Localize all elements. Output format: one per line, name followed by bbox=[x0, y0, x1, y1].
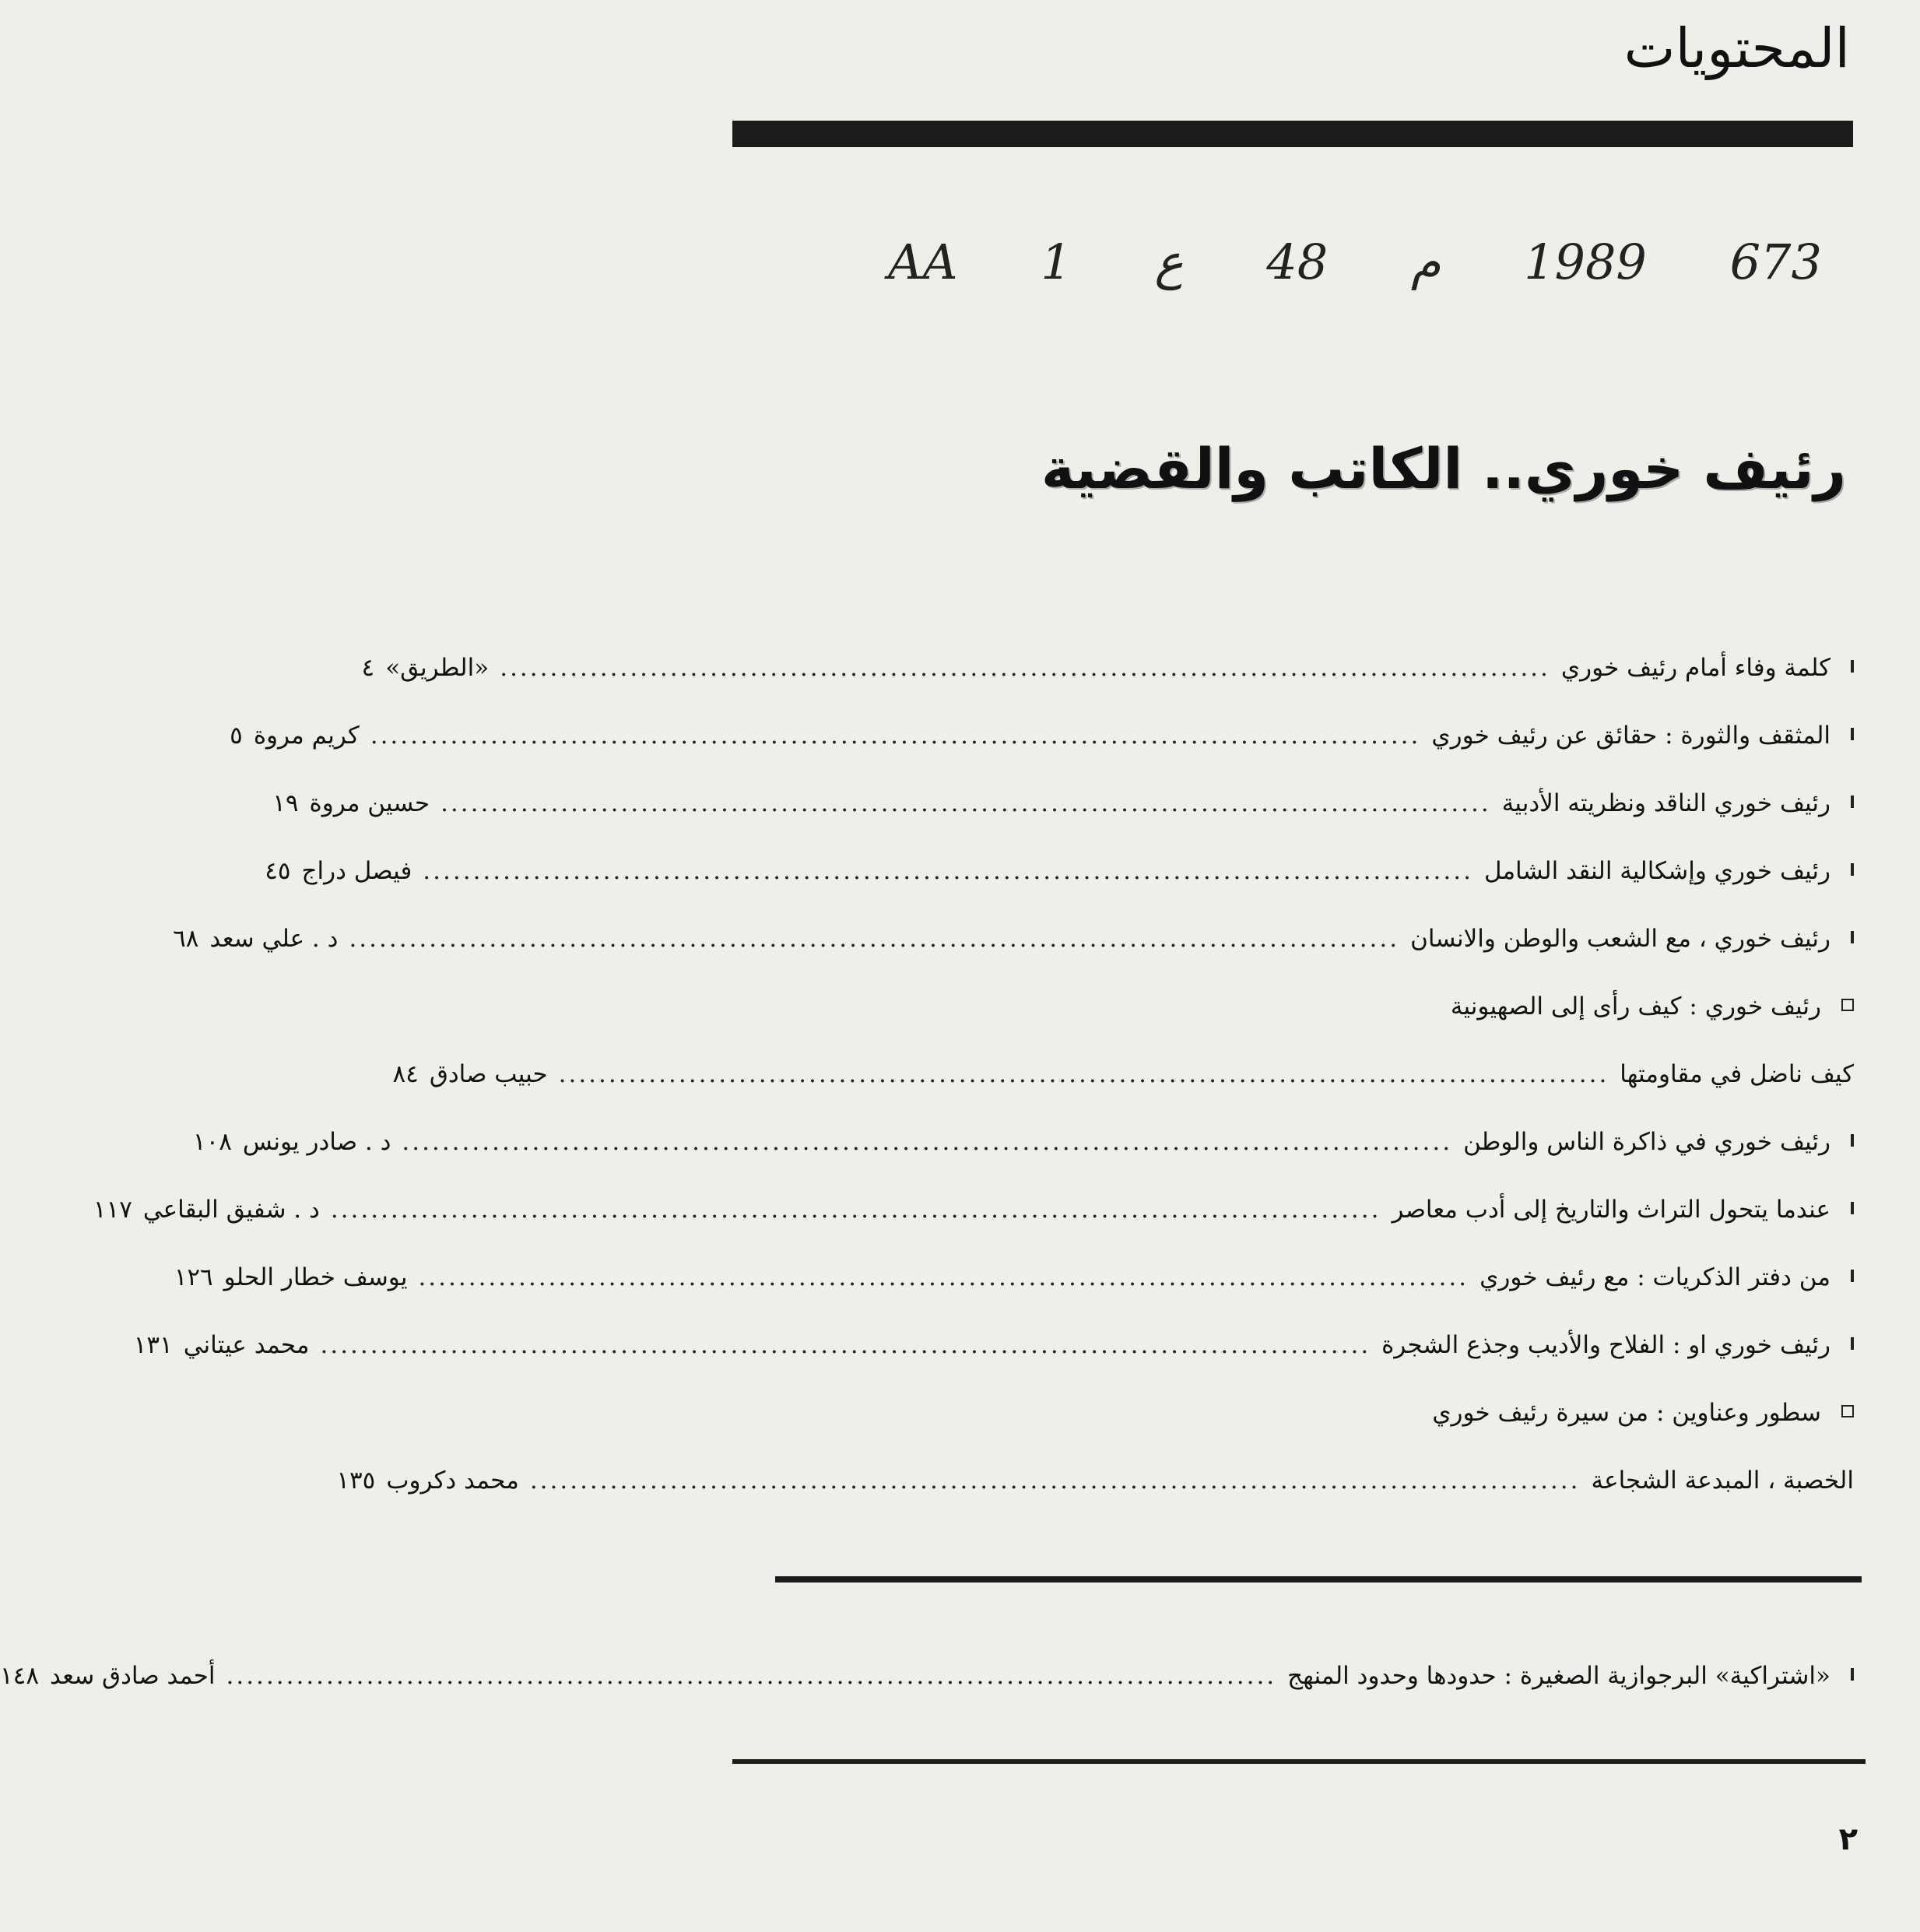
page-number: ٢ bbox=[1838, 1821, 1858, 1857]
toc-entry[interactable] bbox=[336, 1447, 1854, 1515]
toc-entry[interactable] bbox=[361, 634, 1854, 702]
handwritten-volume: 48 bbox=[1266, 234, 1329, 290]
footer-divider bbox=[732, 1759, 1866, 1764]
handwritten-issue-number: 1 bbox=[1041, 234, 1072, 290]
toc-entry[interactable] bbox=[780, 973, 1854, 1041]
square-bullet-icon bbox=[1841, 999, 1854, 1011]
entry-title: «اشتراكية» البرجوازية الصغيرة : حدودها وحدود المنهج bbox=[1287, 1662, 1830, 1690]
entry-author: حسين مروة bbox=[309, 789, 430, 817]
square-bullet-icon bbox=[1851, 931, 1854, 943]
leader-dots: ......................................................................................................... bbox=[349, 925, 1400, 953]
toc-entry[interactable] bbox=[93, 1176, 1854, 1244]
entry-title: رئيف خوري الناقد ونظريته الأدبية bbox=[1501, 789, 1830, 817]
toc-entry[interactable] bbox=[192, 1108, 1854, 1176]
leader-dots: ......................................................................................................... bbox=[500, 654, 1550, 682]
leader-dots: ......................................................................................................... bbox=[558, 1060, 1609, 1088]
leader-dots: ......................................................................................................... bbox=[330, 1196, 1381, 1224]
entry-page: ٤٥ bbox=[265, 857, 291, 885]
entry-page: ٥ bbox=[230, 722, 243, 750]
entry-title: رئيف خوري : كيف رأى إلى الصهيونية bbox=[1450, 992, 1821, 1020]
entry-title: كلمة وفاء أمام رئيف خوري bbox=[1560, 654, 1830, 682]
entry-author: محمد عيتاني bbox=[183, 1331, 310, 1359]
entry-author: أحمد صادق سعد bbox=[49, 1662, 216, 1690]
entry-author: كريم مروة bbox=[253, 722, 360, 750]
entry-author: فيصل دراج bbox=[301, 857, 412, 885]
entry-author: محمد دكروب bbox=[386, 1467, 519, 1495]
leader-dots: ......................................................................................................... bbox=[529, 1467, 1581, 1495]
entry-page: ٤ bbox=[361, 654, 375, 682]
entry-author: «الطريق» bbox=[385, 654, 490, 682]
page-title: المحتويات bbox=[1623, 16, 1850, 80]
entry-title: المثقف والثورة : حقائق عن رئيف خوري bbox=[1431, 722, 1830, 750]
leader-dots: ......................................................................................................... bbox=[423, 857, 1473, 885]
leader-dots: ......................................................................................................... bbox=[370, 722, 1421, 750]
entry-title: عندما يتحول التراث والتاريخ إلى أدب معاصر bbox=[1392, 1196, 1830, 1224]
entry-title: سطور وعناوين : من سيرة رئيف خوري bbox=[1432, 1399, 1821, 1427]
leader-dots: ......................................................................................................... bbox=[402, 1128, 1453, 1156]
leader-dots: ......................................................................................................... bbox=[226, 1662, 1277, 1690]
entry-title: رئيف خوري وإشكالية النقد الشامل bbox=[1483, 857, 1830, 885]
entry-title: رئيف خوري ، مع الشعب والوطن والانسان bbox=[1410, 925, 1830, 953]
entry-page: ٦٨ bbox=[173, 925, 199, 953]
square-bullet-icon bbox=[1841, 1405, 1854, 1417]
square-bullet-icon bbox=[1851, 1202, 1854, 1214]
entry-title: من دفتر الذكريات : مع رئيف خوري bbox=[1479, 1263, 1830, 1291]
toc-entry[interactable] bbox=[265, 838, 1854, 905]
toc-entry[interactable] bbox=[272, 770, 1854, 838]
toc-entry[interactable] bbox=[392, 1041, 1854, 1108]
entry-author: يوسف خطار الحلو bbox=[223, 1263, 408, 1291]
entry-page: ١٣١ bbox=[133, 1331, 173, 1359]
entry-author: د . شفيق البقاعي bbox=[142, 1196, 320, 1224]
entry-page: ١٢٦ bbox=[174, 1263, 213, 1291]
entry-page: ١٣٥ bbox=[336, 1467, 376, 1495]
square-bullet-icon bbox=[1851, 1668, 1854, 1681]
square-bullet-icon bbox=[1851, 1270, 1854, 1282]
handwritten-catalog-note bbox=[888, 234, 1822, 290]
entry-page: ١٤٨ bbox=[0, 1662, 39, 1690]
entry-author: د . صادر يونس bbox=[242, 1128, 391, 1156]
section-divider bbox=[775, 1576, 1862, 1582]
leader-dots: ......................................................................................................... bbox=[418, 1263, 1469, 1291]
entry-page: ٨٤ bbox=[392, 1060, 419, 1088]
entry-title: كيف ناضل في مقاومتها bbox=[1620, 1060, 1854, 1088]
toc-entry[interactable] bbox=[173, 905, 1854, 973]
toc-entry[interactable] bbox=[174, 1244, 1854, 1312]
square-bullet-icon bbox=[1851, 796, 1854, 808]
handwritten-mark: م bbox=[1410, 234, 1441, 290]
entry-title: رئيف خوري في ذاكرة الناس والوطن bbox=[1463, 1128, 1830, 1156]
entry-title: رئيف خوري او : الفلاح والأديب وجذع الشجرة bbox=[1381, 1331, 1830, 1359]
toc-entry[interactable] bbox=[230, 702, 1854, 770]
square-bullet-icon bbox=[1851, 863, 1854, 876]
square-bullet-icon bbox=[1851, 1337, 1854, 1350]
entry-page: ١٩ bbox=[272, 789, 299, 817]
leader-dots: ......................................................................................................... bbox=[441, 789, 1491, 817]
entry-page: ١٠٨ bbox=[192, 1128, 232, 1156]
handwritten-issue-letter: ع bbox=[1154, 234, 1184, 290]
table-of-contents bbox=[93, 634, 1854, 1515]
toc-entry[interactable] bbox=[0, 1642, 1854, 1710]
square-bullet-icon bbox=[1851, 660, 1854, 673]
leader-dots: ......................................................................................................... bbox=[320, 1331, 1371, 1359]
entry-page: ١١٧ bbox=[93, 1196, 132, 1224]
toc-entry[interactable] bbox=[780, 1379, 1854, 1447]
entry-author: حبيب صادق bbox=[429, 1060, 548, 1088]
handwritten-year: 1989 bbox=[1524, 234, 1647, 290]
handwritten-code: AA bbox=[888, 234, 958, 290]
square-bullet-icon bbox=[1851, 728, 1854, 740]
extra-entry bbox=[0, 1642, 1854, 1710]
toc-entry[interactable] bbox=[133, 1312, 1854, 1379]
entry-title: الخصبة ، المبدعة الشجاعة bbox=[1591, 1467, 1854, 1495]
handwritten-number: 673 bbox=[1729, 234, 1822, 290]
book-title: رئيف خوري.. الكاتب والقضية bbox=[1041, 436, 1846, 501]
entry-author: د . علي سعد bbox=[209, 925, 339, 953]
header-divider bbox=[732, 121, 1853, 147]
square-bullet-icon bbox=[1851, 1134, 1854, 1147]
